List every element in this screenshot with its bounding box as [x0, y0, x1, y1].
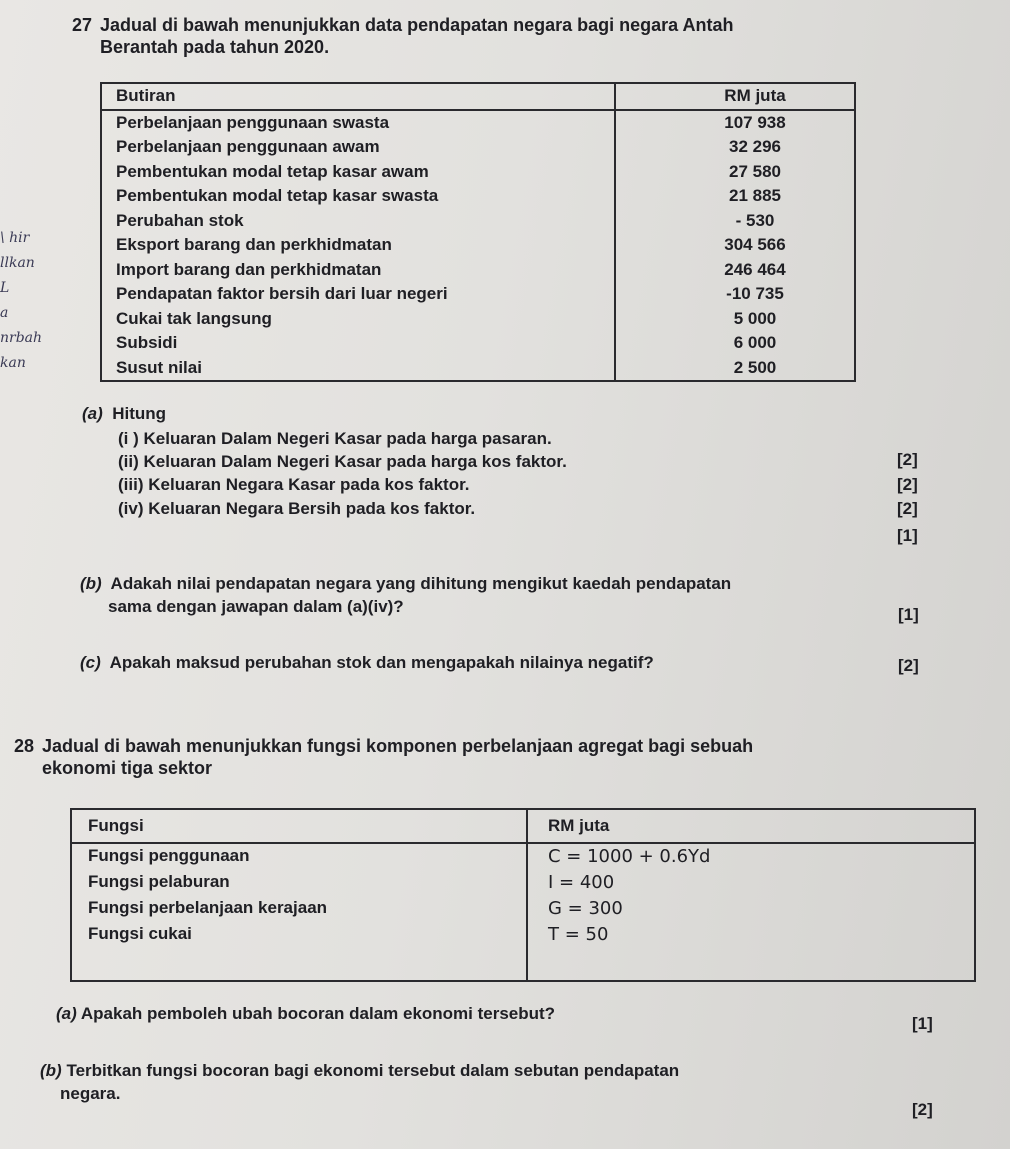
- q28-b-text: Terbitkan fungsi bocoran bagi ekonomi tersebut dalam sebutan pendapatan: [66, 1061, 680, 1080]
- q27-a-label: (a): [82, 404, 103, 423]
- table-row: Fungsi penggunaan: [88, 846, 250, 865]
- q27-number: 27: [72, 15, 93, 35]
- table-row: [102, 356, 854, 381]
- part-label: (iv): [118, 499, 144, 518]
- table-cell: G = 300: [548, 898, 623, 919]
- q28-b-line2: negara.: [60, 1084, 121, 1103]
- q27-intro-line2: Berantah pada tahun 2020.: [100, 37, 330, 57]
- row-item: Import barang dan perkhidmatan: [102, 258, 616, 283]
- q27-a-part-iv: [118, 498, 475, 520]
- q27-c-line: [80, 652, 654, 674]
- q28-a-line: [56, 1003, 555, 1025]
- q28-a-text: Apakah pemboleh ubah bocoran dalam ekonomi tersebut?: [80, 1004, 556, 1023]
- row-value: 27 580: [729, 161, 781, 181]
- table-row: Fungsi pelaburan: [88, 872, 230, 891]
- table-row: [102, 307, 854, 332]
- table-row: [102, 160, 854, 185]
- q27-c-label: (c): [80, 653, 101, 672]
- q28-b-line1: [40, 1060, 679, 1082]
- row-item: Pembentukan modal tetap kasar awam: [102, 160, 616, 185]
- row-item: Cukai tak langsung: [102, 307, 616, 332]
- row-value: -10 735: [726, 284, 784, 303]
- part-text: Keluaran Negara Kasar pada kos faktor.: [148, 475, 470, 494]
- q28-intro-line1: Jadual di bawah menunjukkan fungsi komponen perbelanjaan agregat bagi sebuah: [42, 736, 754, 756]
- q27-c-mark: [2]: [898, 656, 919, 675]
- q28-b-mark: [2]: [912, 1100, 933, 1119]
- part-label: (ii): [118, 452, 139, 471]
- q28-a-mark: [1]: [912, 1014, 933, 1033]
- q27-a-part-iii-mark: [2]: [897, 499, 918, 518]
- part-label: (i ): [118, 429, 139, 448]
- table-cell: T = 50: [548, 924, 609, 945]
- row-value: 107 938: [724, 112, 786, 132]
- part-label: (iii): [118, 475, 144, 494]
- q27-b-text: Adakah nilai pendapatan negara yang dihitung mengikut kaedah pendapatan: [110, 574, 732, 593]
- part-text: Keluaran Negara Bersih pada kos faktor.: [148, 499, 476, 518]
- q27-intro: [72, 14, 733, 58]
- part-text: Keluaran Dalam Negeri Kasar pada harga kos faktor.: [143, 452, 567, 471]
- row-item: Perubahan stok: [102, 209, 616, 234]
- q27-a-part-ii-mark: [2]: [897, 475, 918, 494]
- table-cell: I = 400: [548, 872, 615, 893]
- part-text: Keluaran Dalam Negeri Kasar pada harga pasaran.: [143, 429, 552, 448]
- row-item: Susut nilai: [102, 356, 616, 381]
- q28-a-label: (a): [56, 1004, 77, 1023]
- row-item: Perbelanjaan penggunaan awam: [102, 135, 616, 160]
- row-value: 21 885: [729, 186, 781, 205]
- q28-intro: [14, 735, 753, 779]
- q27-a-part-iv-mark: [1]: [897, 526, 918, 545]
- q28-function-table: [70, 808, 976, 982]
- row-value: 2 500: [733, 357, 777, 377]
- table-row: [102, 258, 854, 283]
- row-item: Subsidi: [102, 331, 616, 356]
- row-item: Perbelanjaan penggunaan swasta: [102, 111, 616, 136]
- q27-c-text: Apakah maksud perubahan stok dan mengapakah nilainya negatif?: [109, 653, 654, 672]
- row-value: 32 296: [729, 137, 781, 156]
- row-value: 6 000: [733, 333, 777, 352]
- table-row: [102, 233, 854, 258]
- table-header-row: [72, 810, 974, 844]
- row-value: 5 000: [733, 308, 777, 328]
- function-values: [528, 844, 974, 980]
- margin-handwriting: \ hir llkan L a nrbah kan: [0, 230, 43, 371]
- q27-a-part-i-mark: [2]: [897, 450, 918, 469]
- q27-income-table: [100, 82, 856, 382]
- table-row: [102, 184, 854, 209]
- q28-b-label: (b): [40, 1061, 62, 1080]
- header-item: Butiran: [102, 84, 616, 109]
- header-value: RM juta: [724, 86, 786, 105]
- q27-b-label: (b): [80, 574, 102, 593]
- row-value: - 530: [735, 210, 775, 230]
- q27-b-line2: sama dengan jawapan dalam (a)(iv)?: [108, 597, 404, 616]
- q27-a-part-iii: [118, 474, 469, 496]
- row-value: 246 464: [724, 259, 786, 279]
- header-value: RM juta: [548, 816, 610, 835]
- q27-a-part-i: [118, 428, 552, 450]
- row-value: 304 566: [724, 235, 786, 254]
- q28-intro-line2: ekonomi tiga sektor: [42, 758, 213, 778]
- table-cell: C = 1000 + 0.6Yd: [548, 846, 711, 867]
- row-item: Pembentukan modal tetap kasar swasta: [102, 184, 616, 209]
- table-row: [102, 282, 854, 307]
- q27-a-heading: [82, 403, 166, 425]
- table-header-row: [102, 84, 854, 111]
- table-body: [72, 844, 974, 980]
- q27-b-mark: [1]: [898, 605, 919, 624]
- q27-a-part-ii: [118, 451, 567, 473]
- row-item: Eksport barang dan perkhidmatan: [102, 233, 616, 258]
- table-row: [102, 135, 854, 160]
- table-row: [102, 209, 854, 234]
- table-row: [102, 111, 854, 136]
- q27-a-text: Hitung: [112, 404, 167, 423]
- q27-intro-line1: Jadual di bawah menunjukkan data pendapatan negara bagi negara Antah: [100, 15, 734, 35]
- table-row: Fungsi cukai: [88, 924, 192, 943]
- q27-b-line1: [80, 573, 731, 595]
- header-item: Fungsi: [72, 810, 528, 842]
- table-row: [102, 331, 854, 356]
- function-names: [72, 844, 528, 980]
- row-item: Pendapatan faktor bersih dari luar negeri: [102, 282, 616, 307]
- table-row: Fungsi perbelanjaan kerajaan: [88, 898, 328, 917]
- q28-number: 28: [14, 736, 35, 756]
